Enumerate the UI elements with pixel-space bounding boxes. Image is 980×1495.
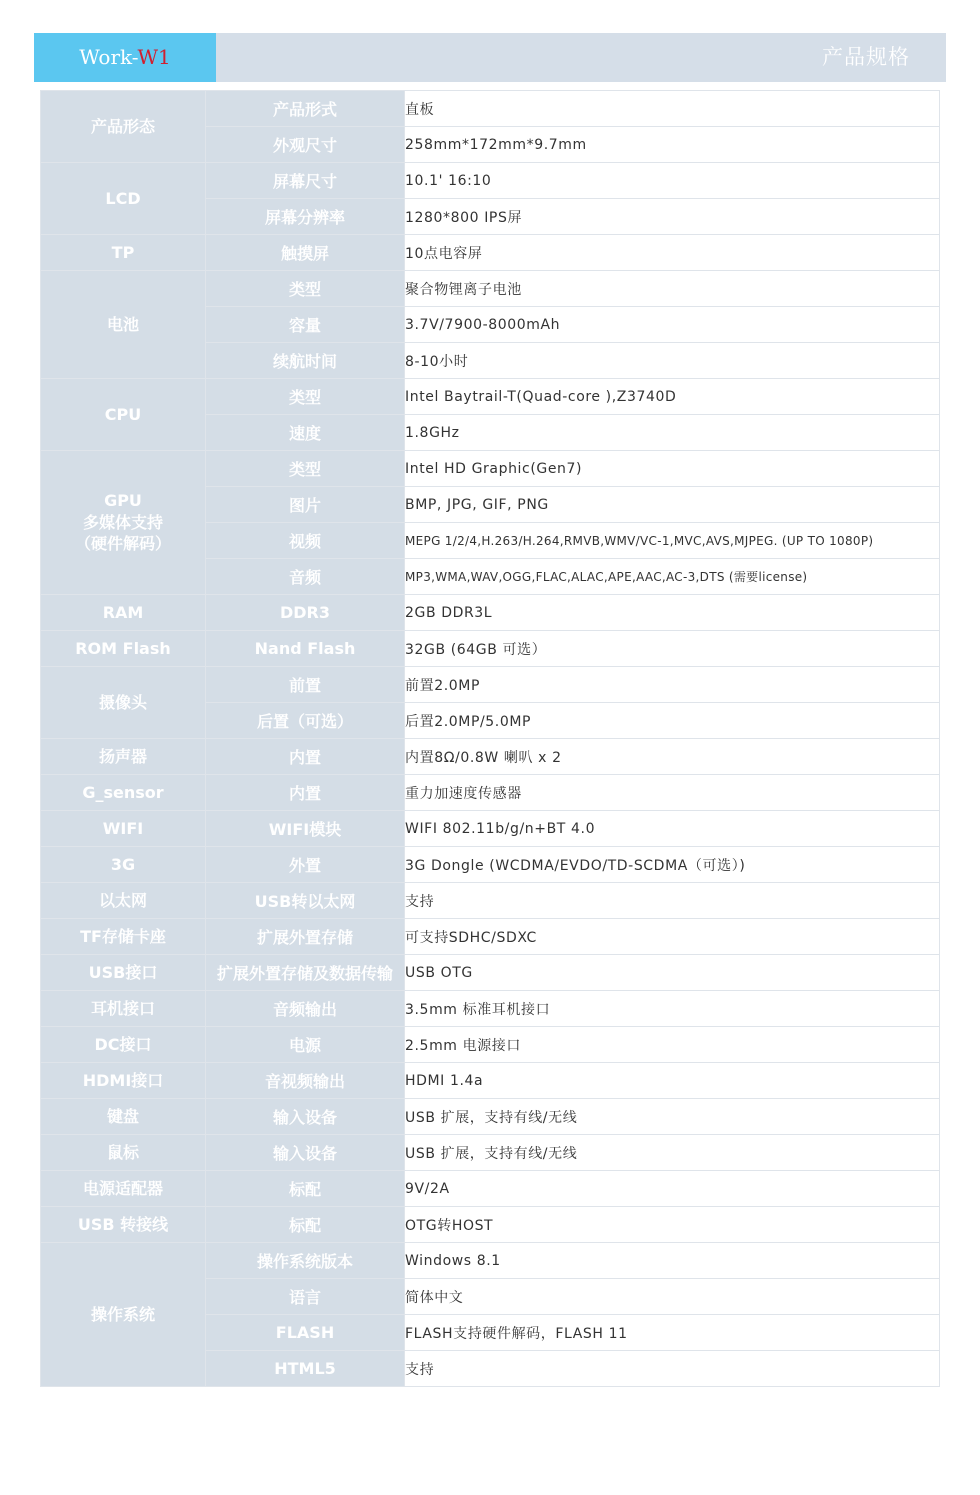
spec-value: Intel Baytrail-T(Quad-core ),Z3740D (405, 379, 940, 415)
spec-value: 2.5mm 电源接口 (405, 1027, 940, 1063)
category-label: TP (111, 242, 135, 262)
category-label: 耳机接口 (90, 998, 155, 1018)
spec-label: 速度 (206, 415, 405, 451)
spec-value: BMP, JPG, GIF, PNG (405, 487, 940, 523)
page-header (34, 33, 946, 82)
spec-value: 3.7V/7900-8000mAh (405, 307, 940, 343)
page-title: 产品规格 (822, 45, 910, 69)
spec-value: 8-10小时 (405, 343, 940, 379)
spec-label: 屏幕尺寸 (206, 163, 405, 199)
category-label: USB 转接线 (77, 1214, 169, 1234)
spec-label: 类型 (206, 271, 405, 307)
category-cell (41, 235, 206, 271)
spec-value: 前置2.0MP (405, 667, 940, 703)
spec-label: 标配 (206, 1171, 405, 1207)
spec-label: 语言 (206, 1279, 405, 1315)
spec-label: FLASH (206, 1315, 405, 1351)
spec-value: WIFI 802.11b/g/n+BT 4.0 (405, 811, 940, 847)
category-label: 操作系统 (90, 1304, 155, 1324)
spec-label: DDR3 (206, 595, 405, 631)
spec-label: 标配 (206, 1207, 405, 1243)
spec-value: 聚合物锂离子电池 (405, 271, 940, 307)
spec-value: 内置8Ω/0.8W 喇叭 x 2 (405, 739, 940, 775)
category-label: 扬声器 (98, 746, 147, 766)
category-label: 鼠标 (106, 1142, 139, 1162)
spec-label: 容量 (206, 307, 405, 343)
category-label: （硬件解码） (74, 534, 171, 554)
spec-value: 重力加速度传感器 (405, 775, 940, 811)
spec-label: 扩展外置存储 (206, 919, 405, 955)
spec-label: HTML5 (206, 1351, 405, 1387)
spec-label: 内置 (206, 775, 405, 811)
spec-label: 输入设备 (206, 1135, 405, 1171)
spec-value: 1280*800 IPS屏 (405, 199, 940, 235)
category-label: G_sensor (82, 782, 164, 802)
category-cell (41, 379, 206, 451)
spec-label: 产品形式 (206, 91, 405, 127)
spec-row (41, 91, 940, 127)
category-label: 电池 (106, 314, 139, 334)
category-cell (41, 991, 206, 1027)
category-cell (41, 667, 206, 739)
category-label: LCD (105, 188, 141, 208)
category-cell (41, 955, 206, 991)
category-label: 键盘 (106, 1106, 139, 1126)
spec-row (41, 847, 940, 883)
spec-value: 支持 (405, 883, 940, 919)
category-cell (41, 1135, 206, 1171)
spec-value: USB OTG (405, 955, 940, 991)
model-badge (34, 33, 216, 82)
spec-label: 扩展外置存储及数据传输 (206, 955, 405, 991)
spec-row (41, 1027, 940, 1063)
category-cell (41, 739, 206, 775)
spec-value: HDMI 1.4a (405, 1063, 940, 1099)
spec-label: 音频 (206, 559, 405, 595)
spec-label: 操作系统版本 (206, 1243, 405, 1279)
category-cell (41, 919, 206, 955)
spec-label: 续航时间 (206, 343, 405, 379)
category-label: USB接口 (88, 962, 158, 982)
spec-value: USB 扩展，支持有线/无线 (405, 1135, 940, 1171)
spec-label: 外置 (206, 847, 405, 883)
category-label: CPU (104, 404, 142, 424)
category-cell (41, 595, 206, 631)
spec-row (41, 271, 940, 307)
spec-row (41, 1243, 940, 1279)
spec-value: Intel HD Graphic(Gen7) (405, 451, 940, 487)
category-label: ROM Flash (75, 638, 171, 658)
category-label: HDMI接口 (82, 1070, 164, 1090)
spec-value: 2GB DDR3L (405, 595, 940, 631)
spec-value: MEPG 1/2/4,H.263/H.264,RMVB,WMV/VC-1,MVC,AVS,MJPEG. (UP TO 1080P) (405, 523, 940, 559)
category-cell (41, 775, 206, 811)
spec-row (41, 451, 940, 487)
category-label: WIFI (102, 818, 144, 838)
category-cell (41, 91, 206, 163)
spec-row (41, 595, 940, 631)
spec-label: 内置 (206, 739, 405, 775)
spec-label: 前置 (206, 667, 405, 703)
category-cell (41, 271, 206, 379)
spec-row (41, 1135, 940, 1171)
spec-value: 简体中文 (405, 1279, 940, 1315)
category-cell (41, 1063, 206, 1099)
spec-value: 258mm*172mm*9.7mm (405, 127, 940, 163)
spec-value: FLASH支持硬件解码，FLASH 11 (405, 1315, 940, 1351)
category-label: DC接口 (94, 1034, 152, 1054)
spec-value: 10点电容屏 (405, 235, 940, 271)
spec-value: 9V/2A (405, 1171, 940, 1207)
spec-label: 电源 (206, 1027, 405, 1063)
spec-label: WIFI模块 (206, 811, 405, 847)
spec-label: 后置（可选） (206, 703, 405, 739)
spec-value: 可支持SDHC/SDXC (405, 919, 940, 955)
spec-row (41, 379, 940, 415)
spec-label: 类型 (206, 451, 405, 487)
spec-row (41, 1171, 940, 1207)
spec-row (41, 955, 940, 991)
spec-value: Windows 8.1 (405, 1243, 940, 1279)
spec-label: 图片 (206, 487, 405, 523)
brand-prefix: Work- (79, 45, 138, 69)
category-label: GPU (104, 491, 142, 511)
category-cell (41, 883, 206, 919)
category-label: 摄像头 (98, 692, 147, 712)
category-cell (41, 1243, 206, 1387)
spec-label: 触摸屏 (206, 235, 405, 271)
category-cell (41, 163, 206, 235)
spec-row (41, 1063, 940, 1099)
spec-label: USB转以太网 (206, 883, 405, 919)
category-cell (41, 811, 206, 847)
category-cell (41, 1099, 206, 1135)
spec-value: 支持 (405, 1351, 940, 1387)
spec-row (41, 811, 940, 847)
spec-label: 屏幕分辨率 (206, 199, 405, 235)
spec-value: 直板 (405, 91, 940, 127)
spec-value: USB 扩展，支持有线/无线 (405, 1099, 940, 1135)
category-label: TF存储卡座 (80, 926, 166, 946)
spec-row (41, 667, 940, 703)
spec-row (41, 1207, 940, 1243)
category-label: 3G (110, 854, 136, 874)
spec-label: 音频输出 (206, 991, 405, 1027)
brand-model: W1 (137, 45, 171, 69)
spec-label: Nand Flash (206, 631, 405, 667)
spec-value: 3.5mm 标准耳机接口 (405, 991, 940, 1027)
spec-label: 类型 (206, 379, 405, 415)
category-cell (41, 847, 206, 883)
category-label: 电源适配器 (82, 1178, 163, 1198)
spec-row (41, 631, 940, 667)
category-cell (41, 1171, 206, 1207)
category-label: 以太网 (98, 890, 147, 910)
spec-row (41, 775, 940, 811)
spec-value: 3G Dongle (WCDMA/EVDO/TD-SCDMA（可选）) (405, 847, 940, 883)
category-label: 多媒体支持 (82, 512, 163, 532)
spec-row (41, 991, 940, 1027)
category-cell (41, 1207, 206, 1243)
spec-row (41, 739, 940, 775)
spec-label: 视频 (206, 523, 405, 559)
spec-label: 音视频输出 (206, 1063, 405, 1099)
spec-row (41, 235, 940, 271)
spec-row (41, 919, 940, 955)
spec-row (41, 163, 940, 199)
spec-value: MP3,WMA,WAV,OGG,FLAC,ALAC,APE,AAC,AC-3,DTS (需要license) (405, 559, 940, 595)
spec-table (40, 90, 940, 1387)
spec-value: 32GB (64GB 可选） (405, 631, 940, 667)
spec-label: 输入设备 (206, 1099, 405, 1135)
spec-label: 外观尺寸 (206, 127, 405, 163)
spec-value: 后置2.0MP/5.0MP (405, 703, 940, 739)
spec-value: OTG转HOST (405, 1207, 940, 1243)
category-cell (41, 451, 206, 595)
spec-row (41, 883, 940, 919)
spec-value: 1.8GHz (405, 415, 940, 451)
category-cell (41, 1027, 206, 1063)
spec-row (41, 1099, 940, 1135)
category-cell (41, 631, 206, 667)
category-label: 产品形态 (90, 116, 155, 136)
category-label: RAM (102, 602, 144, 622)
spec-value: 10.1' 16:10 (405, 163, 940, 199)
